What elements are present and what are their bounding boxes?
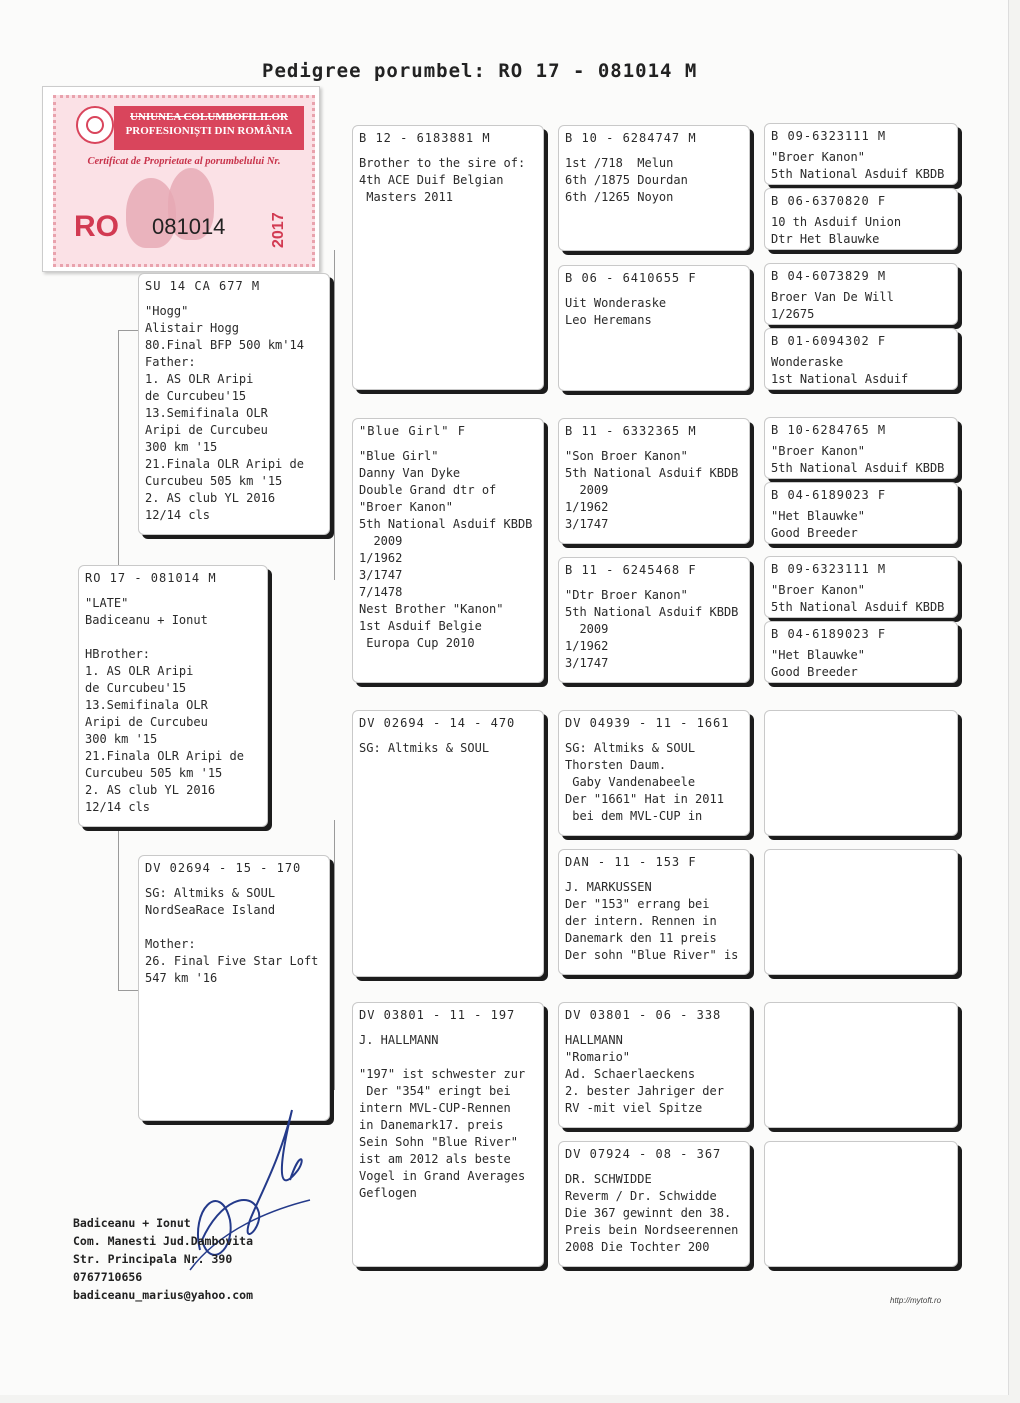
card-notes (771, 149, 951, 183)
sire-card (138, 273, 330, 535)
card-ring-number: DAN - 11 - 153 F (565, 855, 697, 869)
card-notes (359, 448, 537, 652)
card-note-line: 21.Finala OLR Aripi de (145, 457, 304, 471)
card-note-line: 3/1747 (359, 568, 403, 582)
card-notes (359, 155, 537, 206)
card-note-line: Reverm / Dr. Schwidde (565, 1189, 717, 1203)
card-notes (771, 354, 951, 388)
card-note-line: 12/14 cls (145, 508, 211, 522)
card-ring-number: DV 04939 - 11 - 1661 (565, 716, 730, 730)
great-grandparent-card (558, 1002, 750, 1128)
card-note-line: Sein Sohn "Blue River" (359, 1135, 518, 1149)
empty-card (764, 849, 958, 975)
card-note-line: 1. AS OLR Aripi (145, 372, 254, 386)
card-note-line: HBrother: (85, 647, 151, 661)
federation-logo-icon (76, 106, 114, 144)
card-note-line: "Dtr Broer Kanon" (565, 588, 688, 602)
g4-card (764, 417, 958, 479)
card-note-line: 5th National Asduif KBDB (771, 600, 945, 614)
card-ring-number: DV 03801 - 06 - 338 (565, 1008, 722, 1022)
card-note-line: Brother to the sire of: (359, 156, 526, 170)
card-note-line: "Broer Kanon" (771, 444, 865, 458)
card-note-line: Aripi de Curcubeu (85, 715, 208, 729)
card-note-line: 1st Asduif Belgie (359, 619, 482, 633)
card-note-line: Europa Cup 2010 (359, 636, 475, 650)
card-notes (771, 582, 951, 616)
card-note-line: Broer Van De Will (771, 290, 894, 304)
card-note-line: NordSeaRace Island (145, 903, 276, 917)
card-note-line: "197" ist schwester zur (359, 1067, 526, 1081)
card-note-line: SG: Altmiks & SOUL (145, 886, 276, 900)
card-note-line: 3/1747 (565, 656, 609, 670)
card-note-line: Good Breeder (771, 526, 858, 540)
card-note-line: de Curcubeu'15 (85, 681, 187, 695)
card-notes (771, 289, 951, 323)
card-note-line: 3/1747 (565, 517, 609, 531)
card-note-line: Father: (145, 355, 196, 369)
card-ring-number: B 09-6323111 M (771, 129, 887, 143)
card-note-line: 21.Finala OLR Aripi de (85, 749, 244, 763)
card-note-line: Der sohn "Blue River" is (565, 948, 739, 962)
card-notes (565, 740, 743, 825)
g4-card (764, 328, 958, 390)
connector-line (334, 250, 353, 580)
card-note-line: "Son Broer Kanon" (565, 449, 688, 463)
card-note-line: 6th /1265 Noyon (565, 190, 674, 204)
owner-phone: 0767710656 (73, 1270, 143, 1284)
card-notes (359, 1032, 537, 1202)
dam-card (138, 855, 330, 1121)
card-note-line: Badiceanu + Ionut (85, 613, 208, 627)
card-ring-number: B 09-6323111 M (771, 562, 887, 576)
card-ring-number: DV 02694 - 14 - 470 (359, 716, 516, 730)
great-grandparent-card (558, 557, 750, 683)
card-note-line: 5th National Asduif KBDB (771, 461, 945, 475)
great-grandparent-card (558, 265, 750, 391)
card-note-line: Curcubeu 505 km '15 (85, 766, 223, 780)
card-ring-number: SU 14 CA 677 M (145, 279, 261, 293)
card-note-line: der intern. Rennen in (565, 914, 717, 928)
great-grandparent-card (558, 710, 750, 836)
card-notes (359, 740, 537, 757)
card-ring-number: DV 07924 - 08 - 367 (565, 1147, 722, 1161)
card-note-line: "LATE" (85, 596, 129, 610)
card-ring-number: DV 02694 - 15 - 170 (145, 861, 302, 875)
card-note-line: ist am 2012 als beste (359, 1152, 511, 1166)
stamp-country-prefix: RO (74, 210, 119, 243)
card-ring-number: B 10-6284765 M (771, 423, 887, 437)
stamp-year: 2017 (270, 212, 287, 248)
grandsire-paternal-card (352, 125, 544, 390)
g4-card (764, 263, 958, 325)
g4-card (764, 123, 958, 185)
card-note-line: 5th National Asduif KBDB (565, 605, 739, 619)
card-note-line: 1/1962 (565, 639, 609, 653)
card-note-line: 2008 Die Tochter 200 (565, 1240, 710, 1254)
owner-address-line2: Str. Principala Nr. 390 (73, 1252, 233, 1266)
card-note-line: intern MVL-CUP-Rennen (359, 1101, 511, 1115)
stamp-ring-number: 081014 (152, 214, 226, 239)
card-note-line: "Broer Kanon" (359, 500, 453, 514)
owner-address-line1: Com. Manesti Jud.Dambovita (73, 1234, 254, 1248)
card-note-line: Uit Wonderaske (565, 296, 667, 310)
card-note-line: SG: Altmiks & SOUL (359, 741, 490, 755)
card-note-line: Dtr Het Blauwke (771, 232, 880, 246)
owner-name: Badiceanu + Ionut (73, 1216, 191, 1230)
great-grandparent-card (558, 849, 750, 975)
granddam-maternal-card (352, 1002, 544, 1267)
card-ring-number: B 04-6073829 M (771, 269, 887, 283)
card-note-line: 1st /718 Melun (565, 156, 674, 170)
card-notes (771, 647, 951, 681)
card-notes (565, 448, 743, 533)
card-note-line: 13.Semifinala OLR (85, 698, 208, 712)
card-note-line: "Hogg" (145, 304, 189, 318)
card-note-line: 2009 (565, 483, 609, 497)
card-note-line: 1. AS OLR Aripi (85, 664, 194, 678)
card-note-line: 5th National Asduif KBDB (565, 466, 739, 480)
card-note-line: 13.Semifinala OLR (145, 406, 268, 420)
card-ring-number: B 11 - 6245468 F (565, 563, 697, 577)
card-notes (565, 587, 743, 672)
card-notes (565, 879, 743, 964)
card-ring-number: B 04-6189023 F (771, 488, 887, 502)
card-note-line: Geflogen (359, 1186, 417, 1200)
card-note-line: Curcubeu 505 km '15 (145, 474, 283, 488)
card-note-line: Double Grand dtr of (359, 483, 497, 497)
card-note-line: Leo Heremans (565, 313, 652, 327)
card-note-line: Der "1661" Hat in 2011 (565, 792, 724, 806)
stamp-org-line2: PROFESIONIȘTI DIN ROMÂNIA (125, 125, 293, 137)
card-note-line: 5th National Asduif KBDB (359, 517, 533, 531)
card-notes (771, 214, 951, 248)
empty-card (764, 1002, 958, 1128)
card-note-line: Thorsten Daum. (565, 758, 667, 772)
card-note-line: 547 km '16 (145, 971, 218, 985)
card-ring-number: B 04-6189023 F (771, 627, 887, 641)
card-note-line: Danny Van Dyke (359, 466, 461, 480)
card-note-line: 1st National Asduif (771, 372, 909, 386)
card-note-line: 2009 (359, 534, 403, 548)
card-ring-number: B 06 - 6410655 F (565, 271, 697, 285)
subject-pigeon-card (78, 565, 268, 827)
great-grandparent-card (558, 418, 750, 544)
g4-card (764, 556, 958, 618)
card-note-line: 5th National Asduif KBDB (771, 167, 945, 181)
card-note-line: DR. SCHWIDDE (565, 1172, 652, 1186)
empty-card (764, 1141, 958, 1267)
card-note-line: Mother: (145, 937, 196, 951)
card-ring-number: B 12 - 6183881 M (359, 131, 491, 145)
g4-card (764, 188, 958, 250)
card-note-line (145, 919, 323, 936)
owner-email[interactable]: badiceanu_marius@yahoo.com (73, 1288, 254, 1302)
stamp-border (53, 95, 315, 267)
card-note-line: Danemark den 11 preis (565, 931, 717, 945)
stamp-certificate-text: Certificat de Proprietate al porumbelului Nr. (87, 156, 281, 167)
card-note-line: in Danemark17. preis (359, 1118, 504, 1132)
card-note-line: 80.Final BFP 500 km'14 (145, 338, 304, 352)
card-notes (771, 443, 951, 477)
card-note-line: Der "153" errang bei (565, 897, 710, 911)
card-note-line: 1/1962 (359, 551, 403, 565)
card-ring-number: B 11 - 6332365 M (565, 424, 697, 438)
card-note-line: "Broer Kanon" (771, 583, 865, 597)
card-note-line: HALLMANN (565, 1033, 623, 1047)
card-note-line: Der "354" eringt bei (359, 1084, 511, 1098)
card-note-line: "Het Blauwke" (771, 509, 865, 523)
card-note-line: Aripi de Curcubeu (145, 423, 268, 437)
ownership-certificate-stamp (42, 86, 320, 272)
card-note-line: "Broer Kanon" (771, 150, 865, 164)
card-note-line: 6th /1875 Dourdan (565, 173, 688, 187)
grandsire-maternal-card (352, 710, 544, 977)
card-notes (565, 1171, 743, 1256)
card-note-line: J. HALLMANN (359, 1033, 439, 1047)
card-note-line: bei dem MVL-CUP in (565, 809, 703, 823)
great-grandparent-card (558, 125, 750, 251)
card-note-line: Vogel in Grand Averages (359, 1169, 526, 1183)
card-note-line: J. MARKUSSEN (565, 880, 652, 894)
card-notes (771, 508, 951, 542)
card-ring-number: B 01-6094302 F (771, 334, 887, 348)
card-note-line: 2009 (565, 622, 609, 636)
card-note-line: Nest Brother "Kanon" (359, 602, 504, 616)
card-note-line: 4th ACE Duif Belgian (359, 173, 504, 187)
card-note-line (359, 1049, 537, 1066)
stamp-org-line1: UNIUNEA COLUMBOFILILOR (130, 111, 288, 123)
card-note-line: RV -mit viel Spitze (565, 1101, 703, 1115)
card-ring-number: B 10 - 6284747 M (565, 131, 697, 145)
card-note-line: 1/2675 (771, 307, 815, 321)
card-note-line: 12/14 cls (85, 800, 151, 814)
g4-card (764, 621, 958, 683)
card-note-line: de Curcubeu'15 (145, 389, 247, 403)
card-note-line: 2. AS club YL 2016 (85, 783, 216, 797)
card-ring-number: RO 17 - 081014 M (85, 571, 217, 585)
owner-contact-block (73, 1214, 253, 1304)
card-note-line: Wonderaske (771, 355, 844, 369)
great-grandparent-card (558, 1141, 750, 1267)
card-note-line: Masters 2011 (359, 190, 453, 204)
card-notes (145, 885, 323, 987)
card-ring-number: "Blue Girl" F (359, 424, 466, 438)
g4-card (764, 482, 958, 544)
card-note-line: Gaby Vandenabeele (565, 775, 696, 789)
connector-line (334, 820, 353, 1090)
card-note-line: "Het Blauwke" (771, 648, 865, 662)
card-note-line (85, 629, 261, 646)
card-notes (565, 1032, 743, 1117)
card-note-line: Ad. Schaerlaeckens (565, 1067, 696, 1081)
card-note-line: 7/1478 (359, 585, 403, 599)
card-note-line: 300 km '15 (145, 440, 218, 454)
card-note-line: 2. bester Jahriger der (565, 1084, 724, 1098)
page-title: Pedigree porumbel: RO 17 - 081014 M (262, 60, 698, 82)
card-note-line: 300 km '15 (85, 732, 158, 746)
card-notes (565, 155, 743, 206)
card-notes (85, 595, 261, 816)
card-note-line: Good Breeder (771, 665, 858, 679)
footer-url[interactable]: http://mytoft.ro (890, 1296, 942, 1305)
card-notes (565, 295, 743, 329)
card-note-line: 1/1962 (565, 500, 609, 514)
empty-card (764, 710, 958, 836)
stamp-organization (114, 106, 304, 150)
card-note-line: "Romario" (565, 1050, 631, 1064)
card-note-line: Die 367 gewinnt den 38. (565, 1206, 732, 1220)
card-ring-number: DV 03801 - 11 - 197 (359, 1008, 516, 1022)
card-note-line: Alistair Hogg (145, 321, 239, 335)
card-note-line: "Blue Girl" (359, 449, 439, 463)
card-note-line: Preis bein Nordseerennen (565, 1223, 739, 1237)
card-ring-number: B 06-6370820 F (771, 194, 887, 208)
card-note-line: SG: Altmiks & SOUL (565, 741, 696, 755)
card-note-line: 26. Final Five Star Loft (145, 954, 319, 968)
granddam-paternal-card (352, 418, 544, 683)
card-note-line: 10 th Asduif Union (771, 215, 902, 229)
card-note-line: 2. AS club YL 2016 (145, 491, 276, 505)
card-notes (145, 303, 323, 524)
